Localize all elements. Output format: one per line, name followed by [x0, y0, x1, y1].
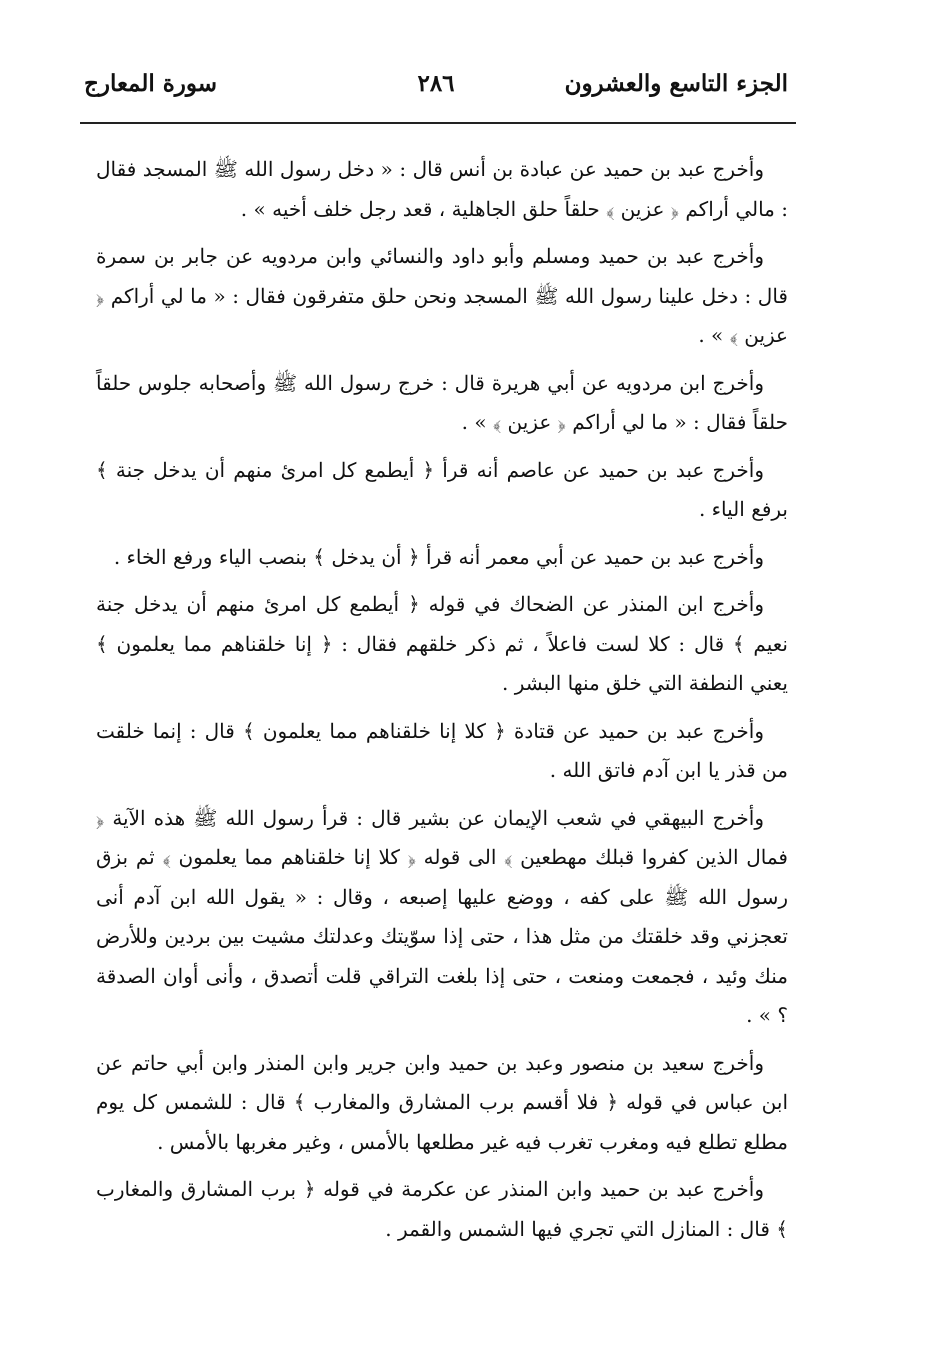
paragraph: وأخرج عبد بن حميد عن قتادة ﴿ كلا إنا خلقناهم مما يعلمون ﴾ قال : إنما خلقت من قذر يا ابن آدم فاتق الله .: [96, 718, 788, 782]
main-text: [96, 150, 788, 1257]
paragraph: وأخرج البيهقي في شعب الإيمان عن بشير قال : قرأ رسول الله ﷺ هذه الآية ﴿ فمال الذين كفروا قبلك مهطعين ﴾ الى قوله ﴿ كلا إنا خلقناهم مما يعلمون ﴾ ثم بزق رسول الله ﷺ على كفه ، ووضع عليها إصبعه ، وقال : « يقول الله ابن آدم أنى تعجزني وقد خلقتك من مثل هذا ، حتى إذا سوّيتك وعدلتك مشيت بين بردين وللأرض منك وئيد ، فجمعت ومنعت ، حتى إذا بلغت التراقي قلت أتصدق ، وأنى أوان الصدقة ؟ » .: [96, 805, 788, 1027]
paragraph: وأخرج ابن مردويه عن أبي هريرة قال : خرج رسول الله ﷺ وأصحابه جلوس حلقاً حلقاً فقال : « ما لي أراكم ﴿ عزين ﴾ » .: [96, 370, 788, 434]
paragraph: وأخرج عبد بن حميد ومسلم وأبو داود والنسائي وابن مردويه عن جابر بن سمرة قال : دخل علينا رسول الله ﷺ المسجد ونحن حلق متفرقون فقال : « ما لي أراكم ﴿ عزين ﴾ » .: [96, 244, 788, 347]
paragraph: وأخرج عبد بن حميد عن عبادة بن أنس قال : « دخل رسول الله ﷺ المسجد فقال : مالي أراكم ﴿ عزين ﴾ حلقاً حلق الجاهلية ، قعد رجل خلف أخيه » .: [96, 157, 788, 221]
running-header: [84, 70, 788, 116]
paragraph: وأخرج عبد بن حميد وابن المنذر عن عكرمة في قوله ﴿ برب المشارق والمغارب ﴾ قال : المنازل التي تجري فيها الشمس والقمر .: [96, 1177, 788, 1241]
juz-title: الجزء التاسع والعشرون: [564, 70, 788, 97]
paragraph: وأخرج ابن المنذر عن الضحاك في قوله ﴿ أيطمع كل امرئ منهم أن يدخل جنة نعيم ﴾ قال : كلا لست فاعلاً ، ثم ذكر خلقهم فقال : ﴿ إنا خلقناهم مما يعلمون ﴾ يعني النطفة التي خلق منها البشر .: [96, 592, 788, 695]
header-rule: [80, 122, 796, 124]
paragraph: وأخرج سعيد بن منصور وعبد بن حميد وابن جرير وابن المنذر وابن أبي حاتم عن ابن عباس في قوله ﴿ فلا أقسم برب المشارق والمغارب ﴾ قال : للشمس كل يوم مطلع تطلع فيه ومغرب تغرب فيه غير مطلعها بالأمس ، وغير مغربها بالأمس .: [96, 1050, 788, 1154]
surah-title: سورة المعارج: [84, 70, 218, 97]
page-number: ٢٨٦: [417, 70, 455, 97]
paragraph: وأخرج عبد بن حميد عن أبي معمر أنه قرأ ﴿ أن يدخل ﴾ بنصب الياء ورفع الخاء .: [113, 544, 764, 569]
paragraph: وأخرج عبد بن حميد عن عاصم أنه قرأ ﴿ أيطمع كل امرئ منهم أن يدخل جنة ﴾ برفع الياء .: [96, 457, 788, 521]
